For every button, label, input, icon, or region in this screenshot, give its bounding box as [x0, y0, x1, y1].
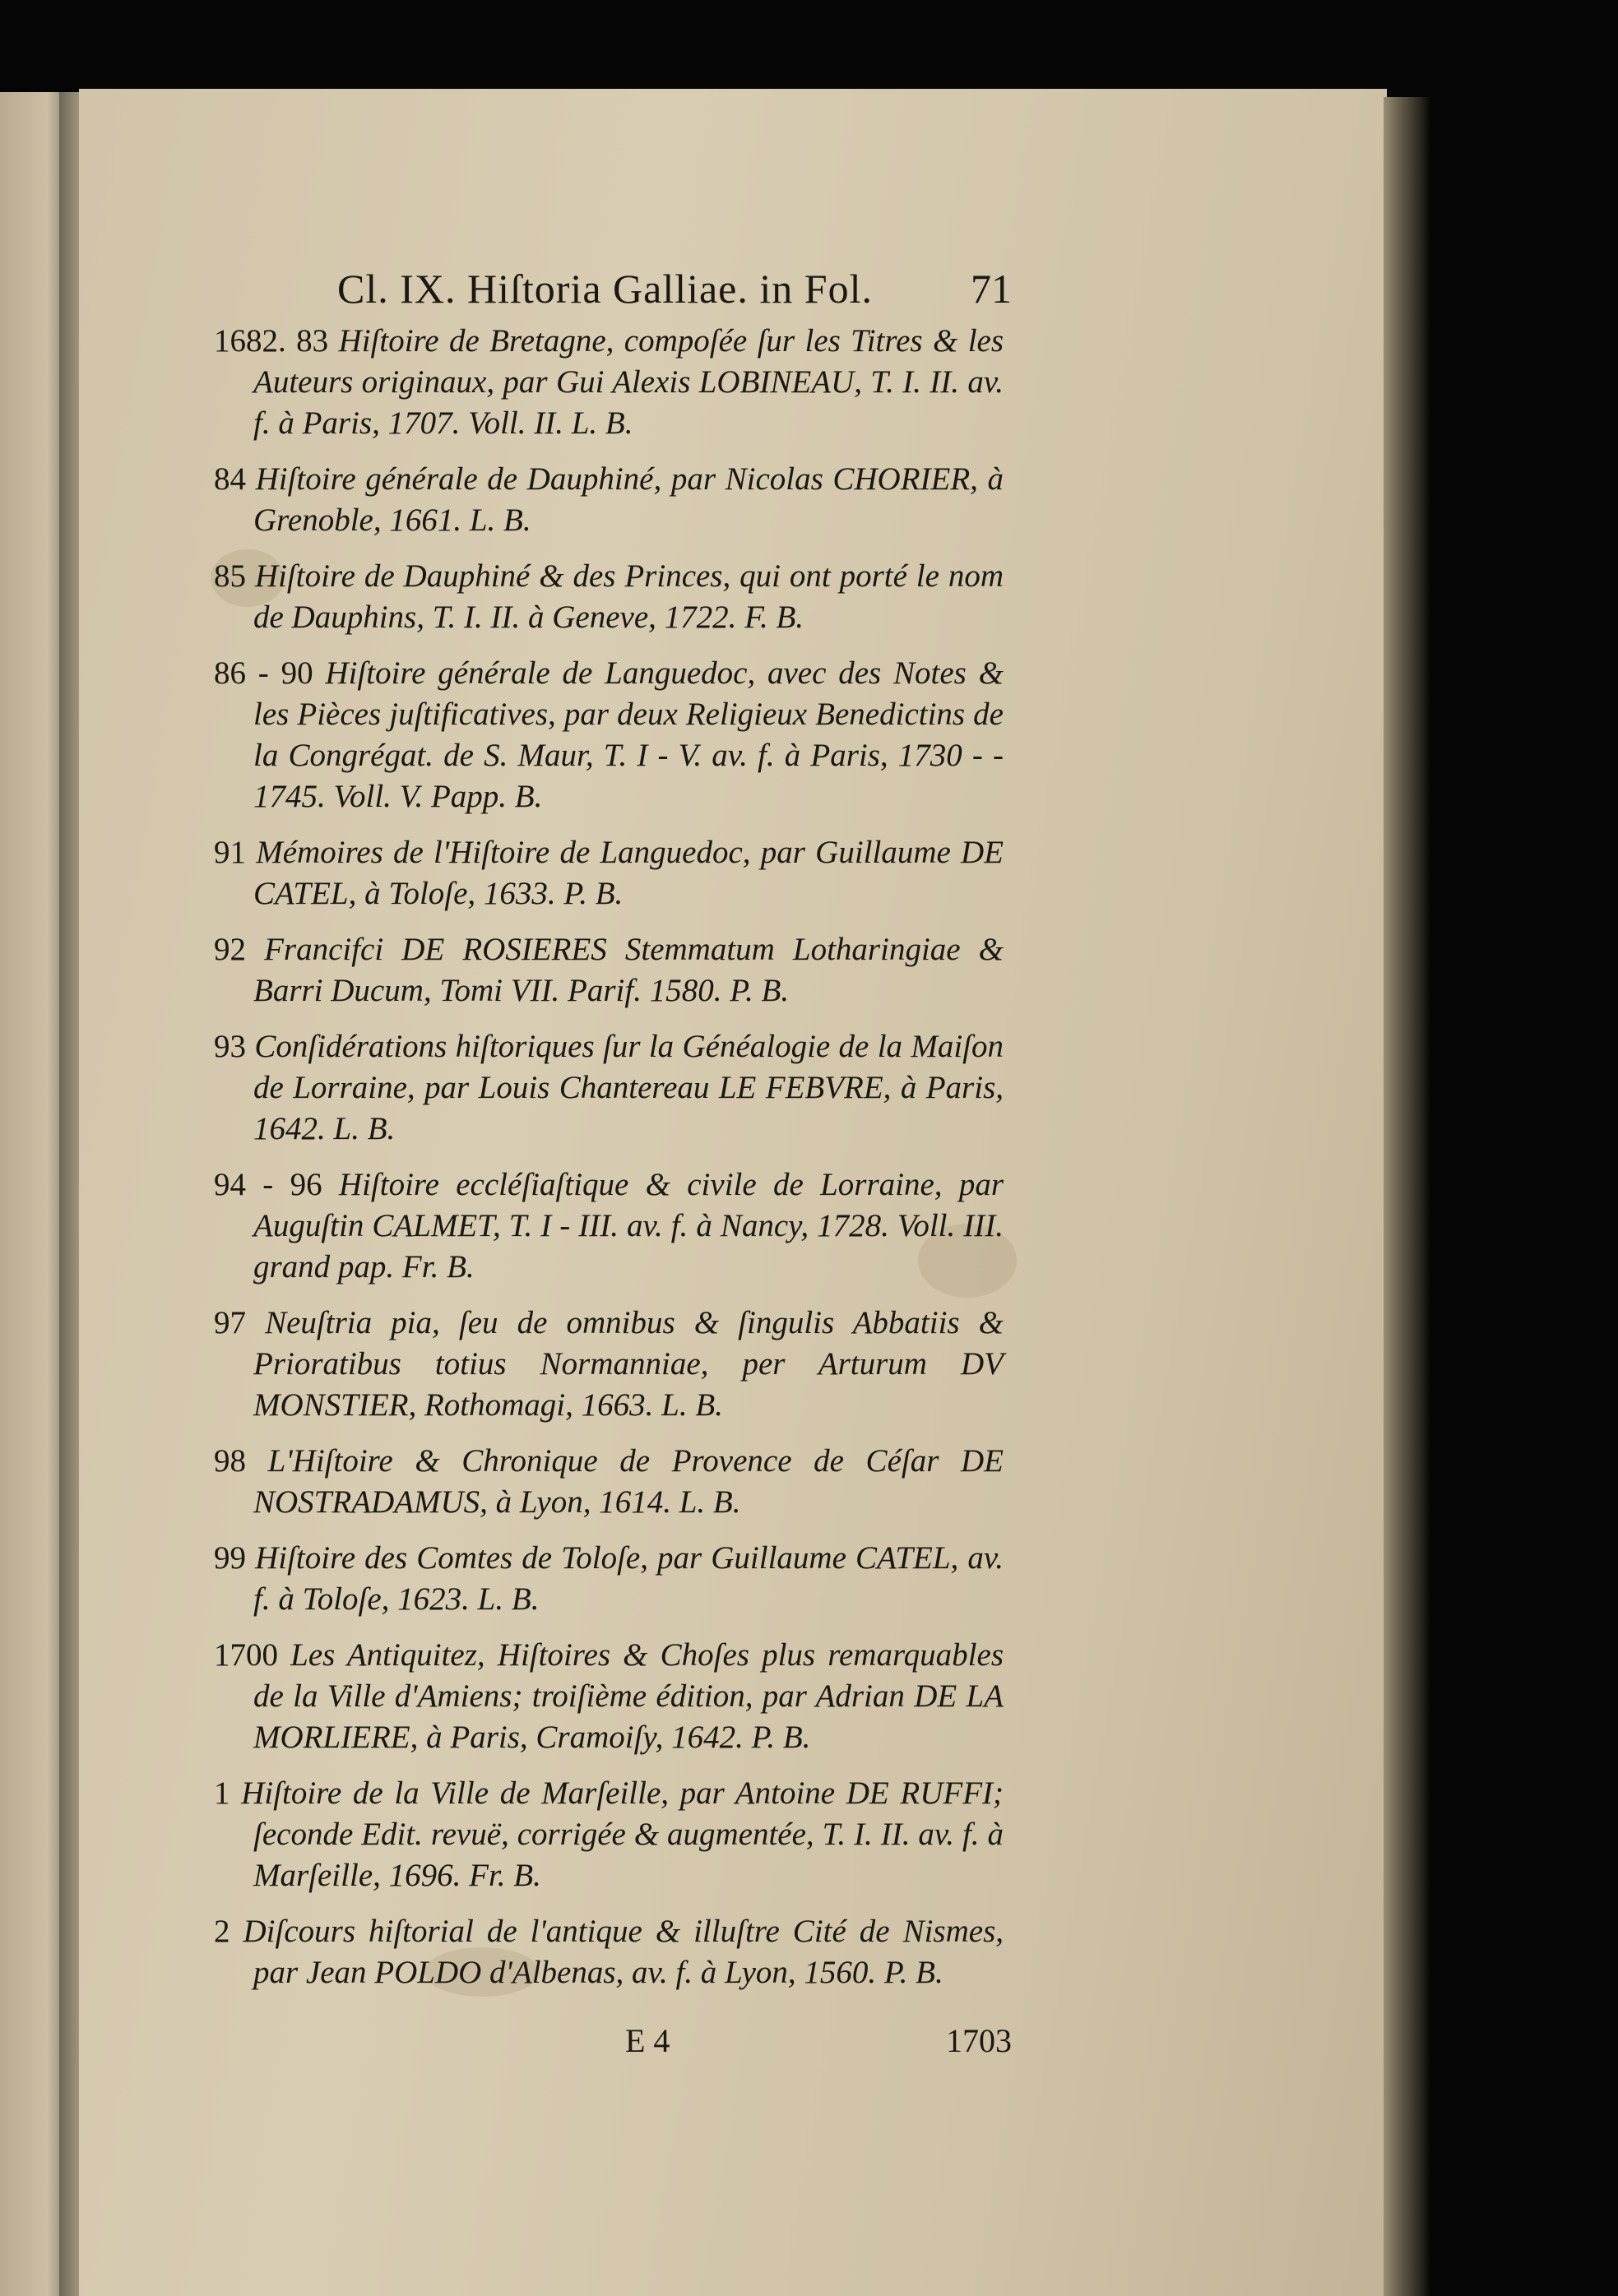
header-title: Cl. IX. Hiſtoria Galliae. in Fol.	[337, 266, 873, 312]
entry-text: Mémoires de l'Hiſtoire de Languedoc, par Guillaume DE CATEL, à Toloſe, 1633. P. B.	[253, 835, 1004, 911]
entry-text: Les Antiquitez, Hiſtoires & Choſes plus remarquables de la Ville d'Amiens; troiſième édition, par Adrian DE LA MORLIERE, à Paris, Cramoiſy, 1642. P. B.	[253, 1637, 1004, 1755]
entry-text: L'Hiſtoire & Chronique de Provence de Céſar DE NOSTRADAMUS, à Lyon, 1614. L. B.	[253, 1443, 1004, 1520]
entry-number: 1682. 83	[214, 323, 329, 359]
entry-text: Francifci DE ROSIERES Stemmatum Lotharingiae & Barri Ducum, Tomi VII. Parif. 1580. P. B.	[253, 932, 1004, 1008]
entry-number: 94 - 96	[214, 1167, 322, 1202]
catalogue-entry	[214, 929, 1004, 1011]
catalogue-entry	[214, 1911, 1004, 1993]
catalogue-entry	[214, 1164, 1004, 1288]
catalogue-entry	[214, 1026, 1004, 1150]
entry-text: Hiſtoire des Comtes de Toloſe, par Guillaume CATEL, av. f. à Toloſe, 1623. L. B.	[253, 1540, 1004, 1617]
catalogue-entry	[214, 832, 1004, 914]
entry-text: Hiſtoire de Dauphiné & des Princes, qui ont porté le nom de Dauphins, T. I. II. à Geneve, 1722. F. B.	[253, 558, 1004, 635]
entry-text: Hiſtoire de la Ville de Marſeille, par Antoine DE RUFFI; ſeconde Edit. revuë, corrigée & augmentée, T. I. II. av. f. à Marſeille, 1696. Fr. B.	[241, 1775, 1004, 1893]
entry-number: 91	[214, 835, 246, 870]
entry-number: 84	[214, 461, 246, 497]
entry-text: Hiſtoire générale de Languedoc, avec des Notes & les Pièces juſtificatives, par deux Religieux Benedictins de la Congrégat. de S. Maur, T. I - V. av. f. à Paris, 1730 - - 1745. Voll. V. Papp. B.	[253, 655, 1004, 814]
catalogue-entry	[214, 653, 1004, 817]
entry-number: 93	[214, 1029, 246, 1064]
entry-text: Diſcours hiſtorial de l'antique & illuſtre Cité de Nismes, par Jean POLDO d'Albenas, av. f. à Lyon, 1560. P. B.	[243, 1914, 1004, 1990]
catalogue-entry	[214, 1773, 1004, 1896]
entry-text: Conſidérations hiſtoriques ſur la Généalogie de la Maiſon de Lorraine, par Louis Chantereau LE FEBVRE, à Paris, 1642. L. B.	[253, 1029, 1004, 1146]
catalogue-entry	[214, 1441, 1004, 1523]
entry-number: 1	[214, 1775, 230, 1811]
page-text	[214, 247, 1012, 2079]
entry-number: 92	[214, 932, 246, 967]
entry-text: Hiſtoire générale de Dauphiné, par Nicolas CHORIER, à Grenoble, 1661. L. B.	[253, 461, 1004, 538]
running-header	[214, 247, 1012, 321]
catalogue-entry	[214, 556, 1004, 638]
page-number: 71	[971, 266, 1012, 312]
signature-mark: E 4	[625, 2022, 670, 2059]
page-footer	[214, 2021, 1012, 2079]
entry-number: 98	[214, 1443, 246, 1479]
entry-number: 2	[214, 1914, 230, 1949]
catalogue-entry	[214, 1303, 1004, 1426]
entry-text: Hiſtoire eccléſiaſtique & civile de Lorraine, par Auguſtin CALMET, T. I - III. av. f. à Nancy, 1728. Voll. III. grand pap. Fr. B.	[253, 1167, 1004, 1285]
catalogue-entry	[214, 1538, 1004, 1620]
left-page-edge	[0, 92, 67, 2296]
catalogue-entry	[214, 1635, 1004, 1758]
entry-number: 99	[214, 1540, 246, 1576]
catalogue-entries	[214, 321, 1004, 1993]
entry-text: Neuſtria pia, ſeu de omnibus & ſingulis Abbatiis & Prioratibus totius Normanniae, per Arturum DV MONSTIER, Rothomagi, 1663. L. B.	[253, 1305, 1004, 1423]
entry-number: 1700	[214, 1637, 278, 1673]
entry-number: 85	[214, 558, 246, 594]
entry-number: 97	[214, 1305, 246, 1340]
entry-number: 86 - 90	[214, 655, 313, 691]
catchword: 1703	[946, 2022, 1012, 2059]
right-page-edges	[1384, 97, 1430, 2296]
entry-text: Hiſtoire de Bretagne, compoſée ſur les Titres & les Auteurs originaux, par Gui Alexis LOBINEAU, T. I. II. av. f. à Paris, 1707. Voll. II. L. B.	[253, 323, 1004, 441]
catalogue-entry	[214, 321, 1004, 444]
catalogue-entry	[214, 459, 1004, 541]
